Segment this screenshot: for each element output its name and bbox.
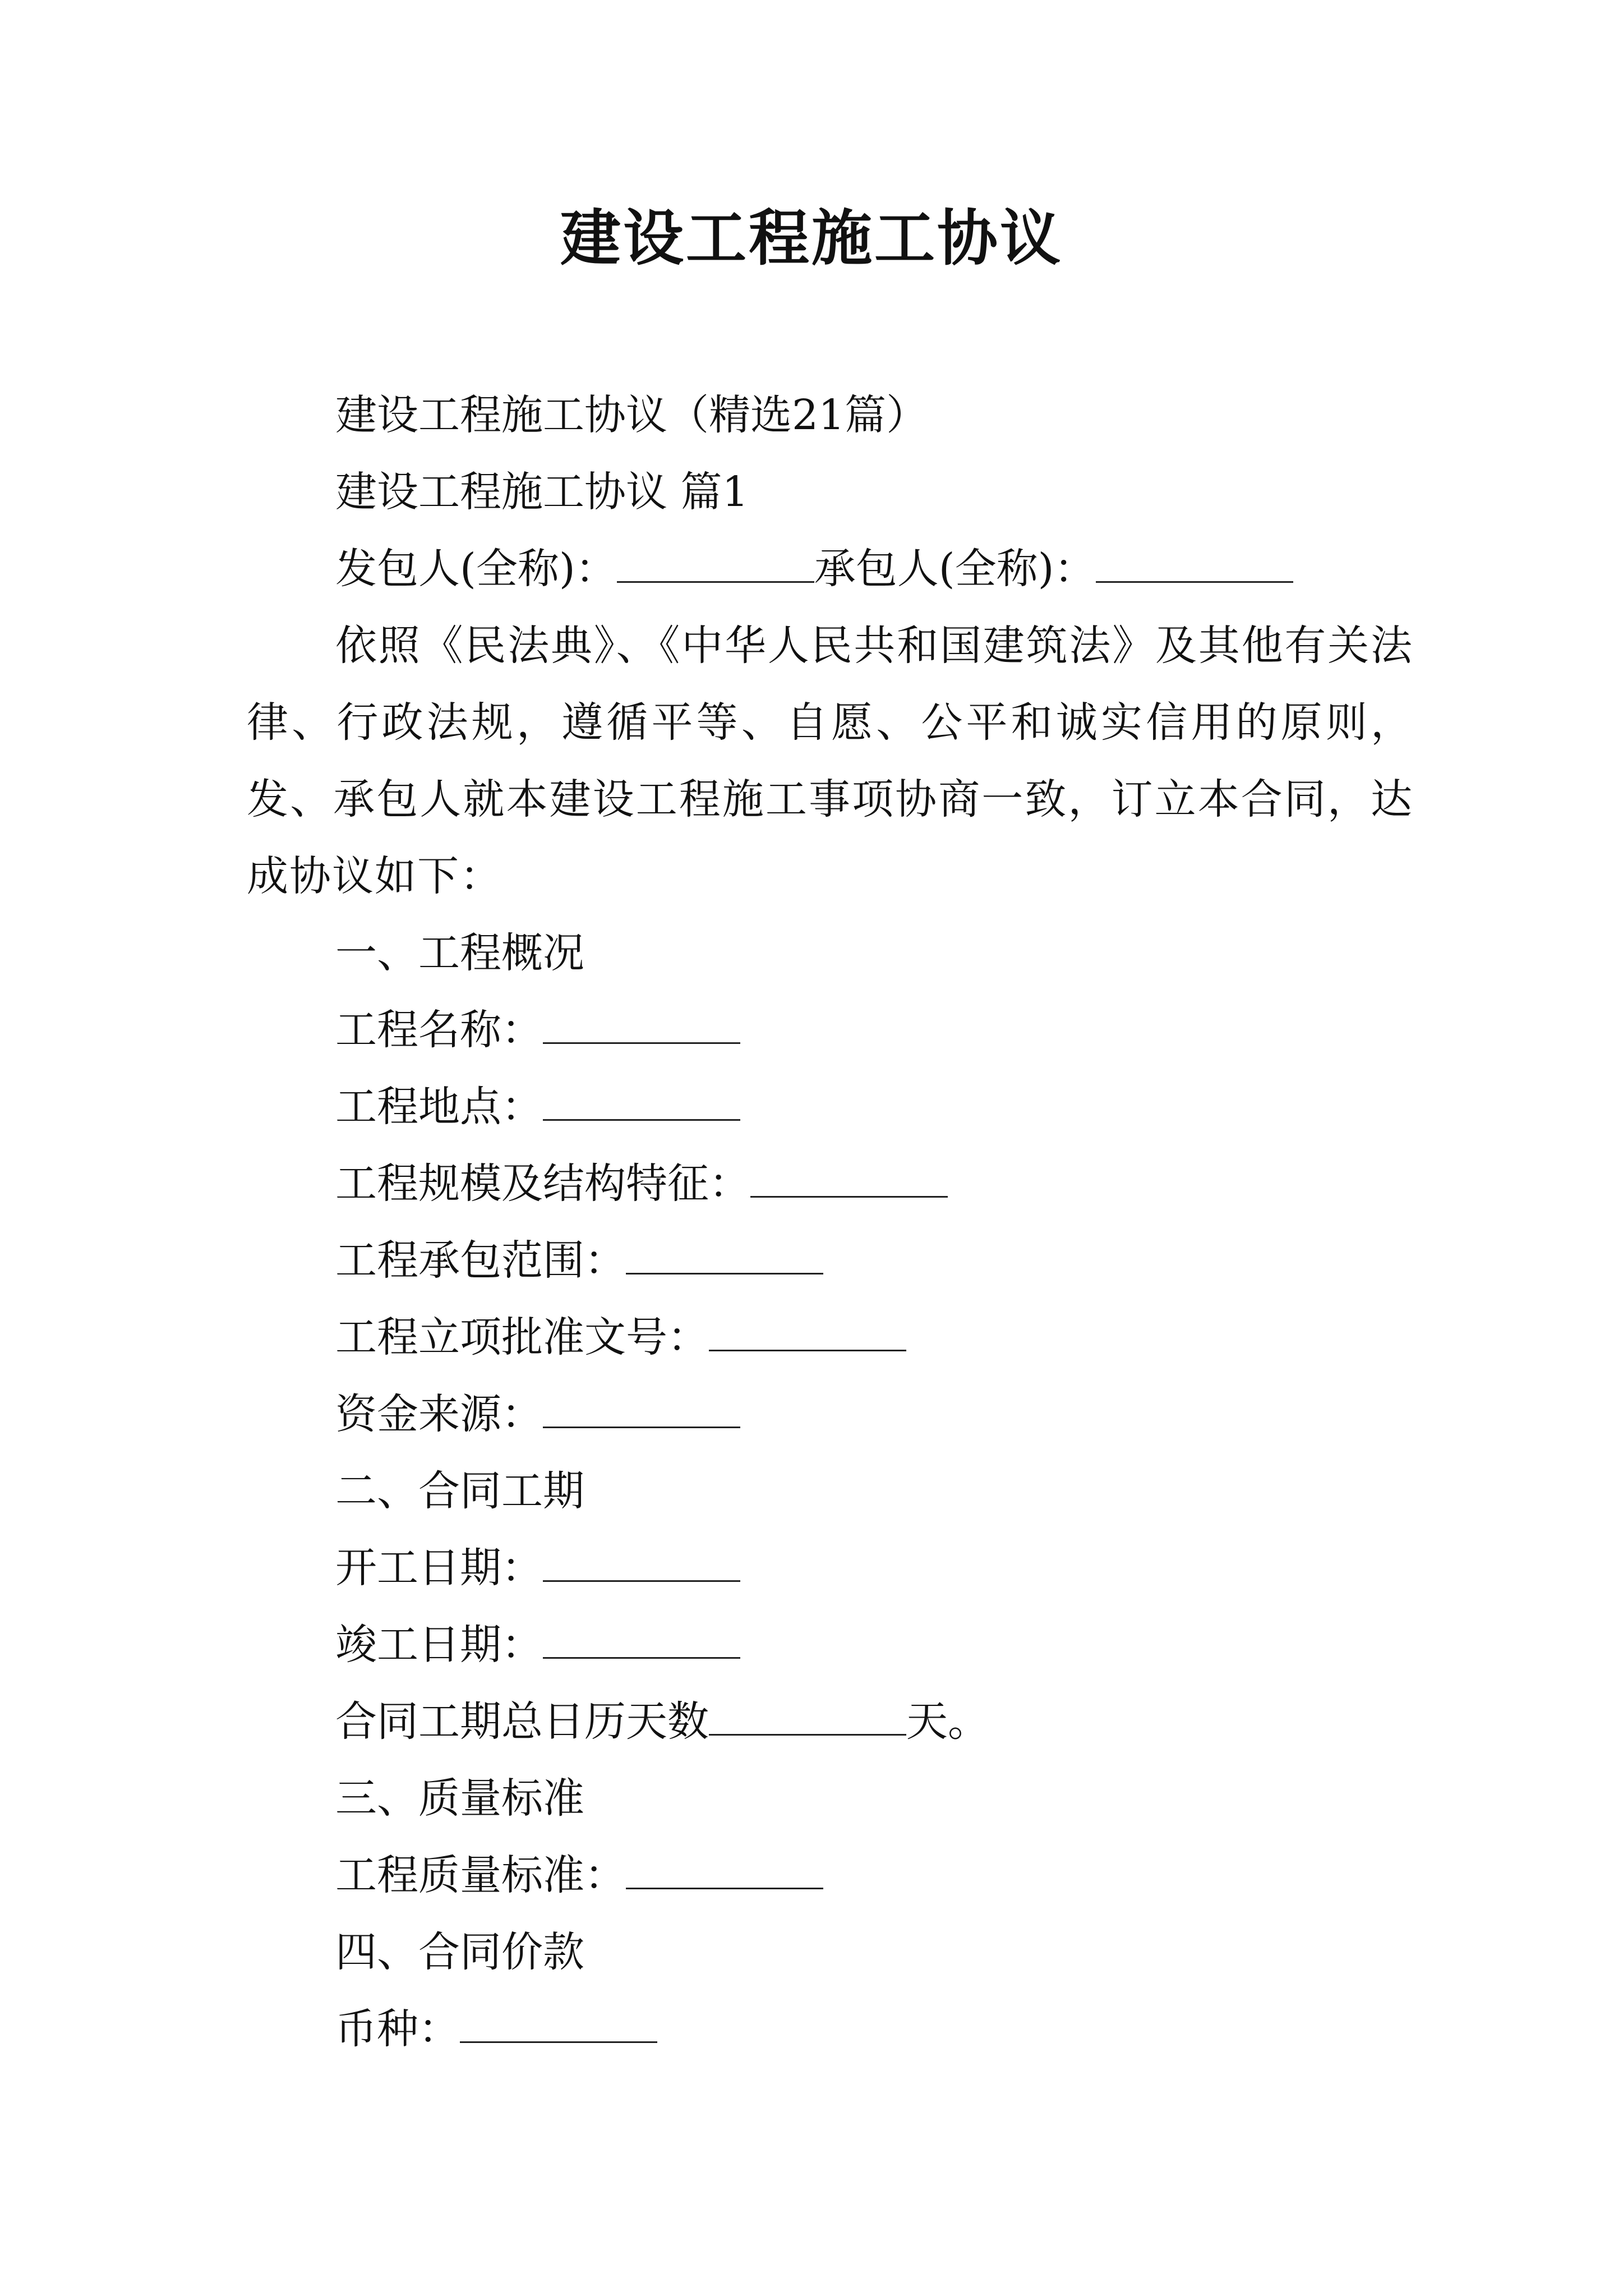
section-heading-price: 四、合同价款: [335, 1928, 584, 1976]
total-duration-prefix: 合同工期总日历天数: [335, 1697, 709, 1746]
document-body: [247, 377, 1413, 2068]
contractor-blank: [1096, 547, 1293, 583]
section-heading-quality: 三、质量标准: [335, 1774, 584, 1823]
project-name-line: [247, 992, 1413, 1069]
project-approval-line: [247, 1299, 1413, 1376]
quality-standard-blank: [626, 1854, 823, 1889]
funding-source-label: 资金来源：: [335, 1390, 543, 1438]
project-scale-line: [247, 1145, 1413, 1222]
quality-standard-line: [247, 1837, 1413, 1914]
currency-blank: [460, 2008, 657, 2043]
section-heading-duration: 二、合同工期: [335, 1467, 584, 1515]
project-scale-label: 工程规模及结构特征：: [335, 1159, 750, 1208]
chapter-heading: 建设工程施工协议 篇1: [335, 468, 749, 516]
project-location-blank: [543, 1085, 740, 1121]
start-date-blank: [543, 1547, 740, 1582]
start-date-line: [247, 1530, 1413, 1607]
project-name-blank: [543, 1009, 740, 1044]
project-name-label: 工程名称：: [335, 1006, 543, 1054]
project-scope-line: [247, 1222, 1413, 1299]
funding-source-blank: [543, 1393, 740, 1428]
employer-label: 发包人(全称)：: [335, 545, 617, 593]
employer-blank: [617, 547, 814, 583]
project-approval-label: 工程立项批准文号：: [335, 1313, 709, 1361]
currency-line: [247, 1991, 1413, 2068]
project-location-label: 工程地点：: [335, 1083, 543, 1131]
contractor-label: 承包人(全称)：: [814, 545, 1096, 593]
currency-label: 币种：: [335, 2005, 460, 2053]
completion-date-blank: [543, 1623, 740, 1659]
completion-date-line: [247, 1607, 1413, 1683]
start-date-label: 开工日期：: [335, 1544, 543, 1592]
completion-date-label: 竣工日期：: [335, 1621, 543, 1669]
project-location-line: [247, 1069, 1413, 1145]
document-title: 建设工程施工协议: [560, 203, 1063, 274]
project-scope-blank: [626, 1239, 823, 1274]
total-duration-blank: [709, 1700, 906, 1736]
quality-standard-label: 工程质量标准：: [335, 1851, 626, 1899]
parties-line: [247, 531, 1413, 608]
total-duration-suffix: 天。: [906, 1697, 989, 1746]
funding-source-line: [247, 1376, 1413, 1453]
project-scope-label: 工程承包范围：: [335, 1236, 626, 1285]
project-approval-blank: [709, 1316, 906, 1351]
section-heading-overview: 一、工程概况: [335, 929, 584, 977]
project-scale-blank: [750, 1162, 948, 1198]
subtitle: 建设工程施工协议（精选21篇）: [335, 391, 928, 439]
preamble-paragraph: 依照《民法典》、《中华人民共和国建筑法》及其他有关法律、行政法规，遵循平等、自愿、公平和诚实信用的原则，发、承包人就本建设工程施工事项协商一致，订立本合同，达成协议如下：: [247, 622, 1413, 900]
total-duration-line: [247, 1683, 1413, 1760]
